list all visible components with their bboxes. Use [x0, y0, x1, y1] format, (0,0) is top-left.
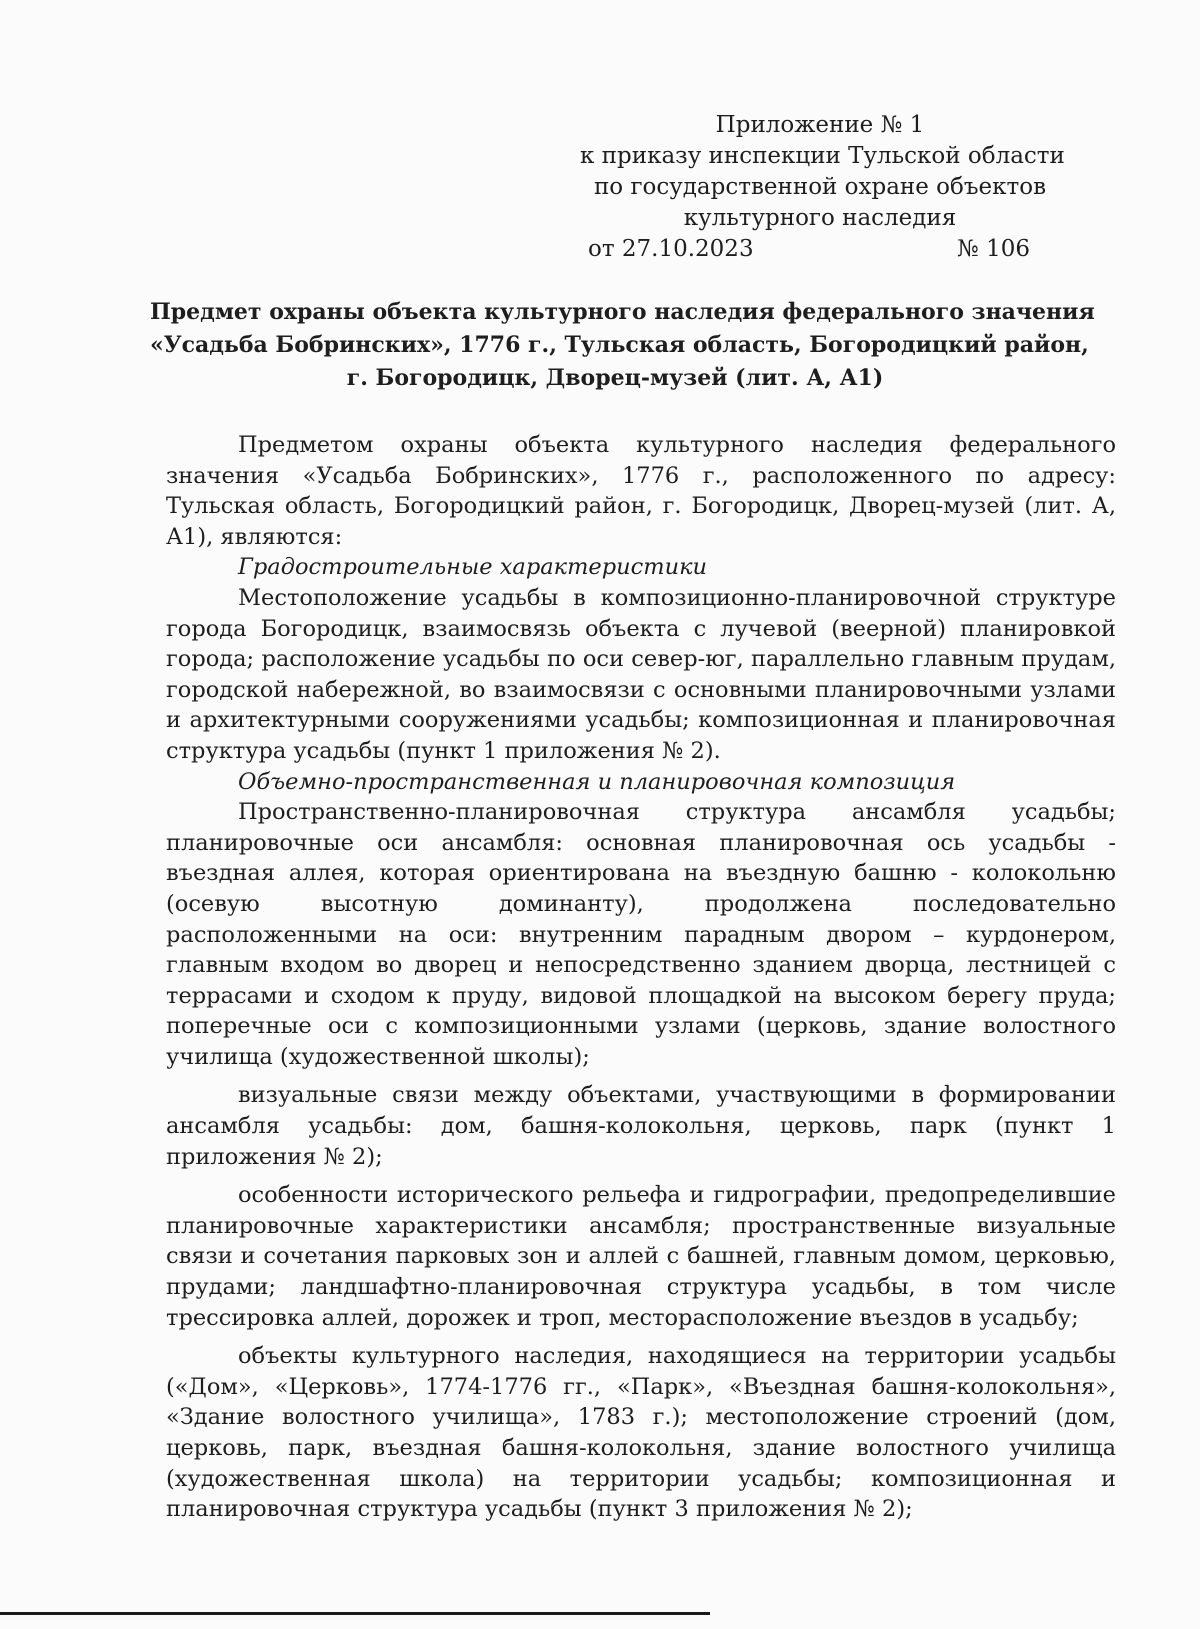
section-heading-urban: Градостроительные характеристики [238, 554, 707, 581]
document-body [166, 430, 1116, 1525]
appendix-order-ref: к приказу инспекции Тульской области [580, 143, 1065, 169]
order-number: № 106 [957, 236, 1030, 262]
title-line-3: г. Богородицк, Дворец-музей (лит. А, А1) [346, 365, 884, 391]
order-date: от 27.10.2023 [588, 236, 754, 262]
paragraph-visual-links: визуальные связи между объектами, участвующими в формировании ансамбля усадьбы: дом, башня-колокольня, церковь, парк (пункт 1 приложения № 2); [166, 1082, 1116, 1170]
intro-paragraph: Предметом охраны объекта культурного наследия федерального значения «Усадьба Бобринских», 1776 г., расположенного по адресу: Тульская область, Богородицкий район, г. Богородицк, Дворец-музей (лит. А, А1), являются: [166, 432, 1116, 550]
bottom-scan-edge [0, 1612, 710, 1615]
title-line-2: «Усадьба Бобринских», 1776 г., Тульская область, Богородицкий район, [150, 332, 1089, 358]
appendix-number: Приложение № 1 [715, 112, 925, 138]
paragraph-heritage-objects: объекты культурного наследия, находящиеся на территории усадьбы («Дом», «Церковь», 1774-1776 гг., «Парк», «Въездная башня-колокольня», «Здание волостного училища», 1783 г.); местоположение строений (дом, церковь, парк, въездная башня-колокольня, здание волостного училища (художественная школа) на территории усадьбы; композиционная и планировочная структура усадьбы (пункт 3 приложения № 2); [166, 1343, 1116, 1523]
appendix-authority: по государственной охране объектов [593, 174, 1047, 200]
appendix-authority-cont: культурного наследия [683, 205, 957, 231]
title-line-1: Предмет охраны объекта культурного наследия федерального значения [150, 299, 1095, 325]
paragraph-relief: особенности исторического рельефа и гидрографии, предопределившие планировочные характеристики ансамбля; пространственные визуальные связи и сочетания парковых зон и аллей с башней, главным домом, церковью, прудами; ландшафтно-планировочная структура усадьбы, в том числе трессировка аллей, дорожек и троп, месторасположение въездов в усадьбу; [166, 1182, 1116, 1331]
paragraph-urban: Местоположение усадьбы в композиционно-планировочной структуре города Богородицк, взаимосвязь объекта с лучевой (веерной) планировкой города; расположение усадьбы по оси север-юг, параллельно главным прудам, городской набережной, во взаимосвязи с основными планировочными узлами и архитектурными сооружениями усадьбы; композиционная и планировочная структура усадьбы (пункт 1 приложения № 2). [166, 584, 1116, 764]
appendix-date-line [580, 234, 1060, 265]
paragraph-structure: Пространственно-планировочная структура ансамбля усадьбы; планировочные оси ансамбля: основная планировочная ось усадьбы - въездная аллея, которая ориентирована на въездную башню - колокольню (осевую высотную доминанту), продолжена последовательно расположенными на оси: внутренним парадным двором – курдонером, главным входом во дворец и непосредственно зданием дворца, лестницей с террасами и сходом к пруду, видовой площадкой на высоком берегу пруда; поперечные оси с композиционными узлами (церковь, здание волостного училища (художественной школы); [166, 799, 1116, 1070]
appendix-header [580, 110, 1065, 265]
section-heading-composition: Объемно-пространственная и планировочная композиция [238, 768, 956, 795]
document-title [150, 296, 1095, 395]
